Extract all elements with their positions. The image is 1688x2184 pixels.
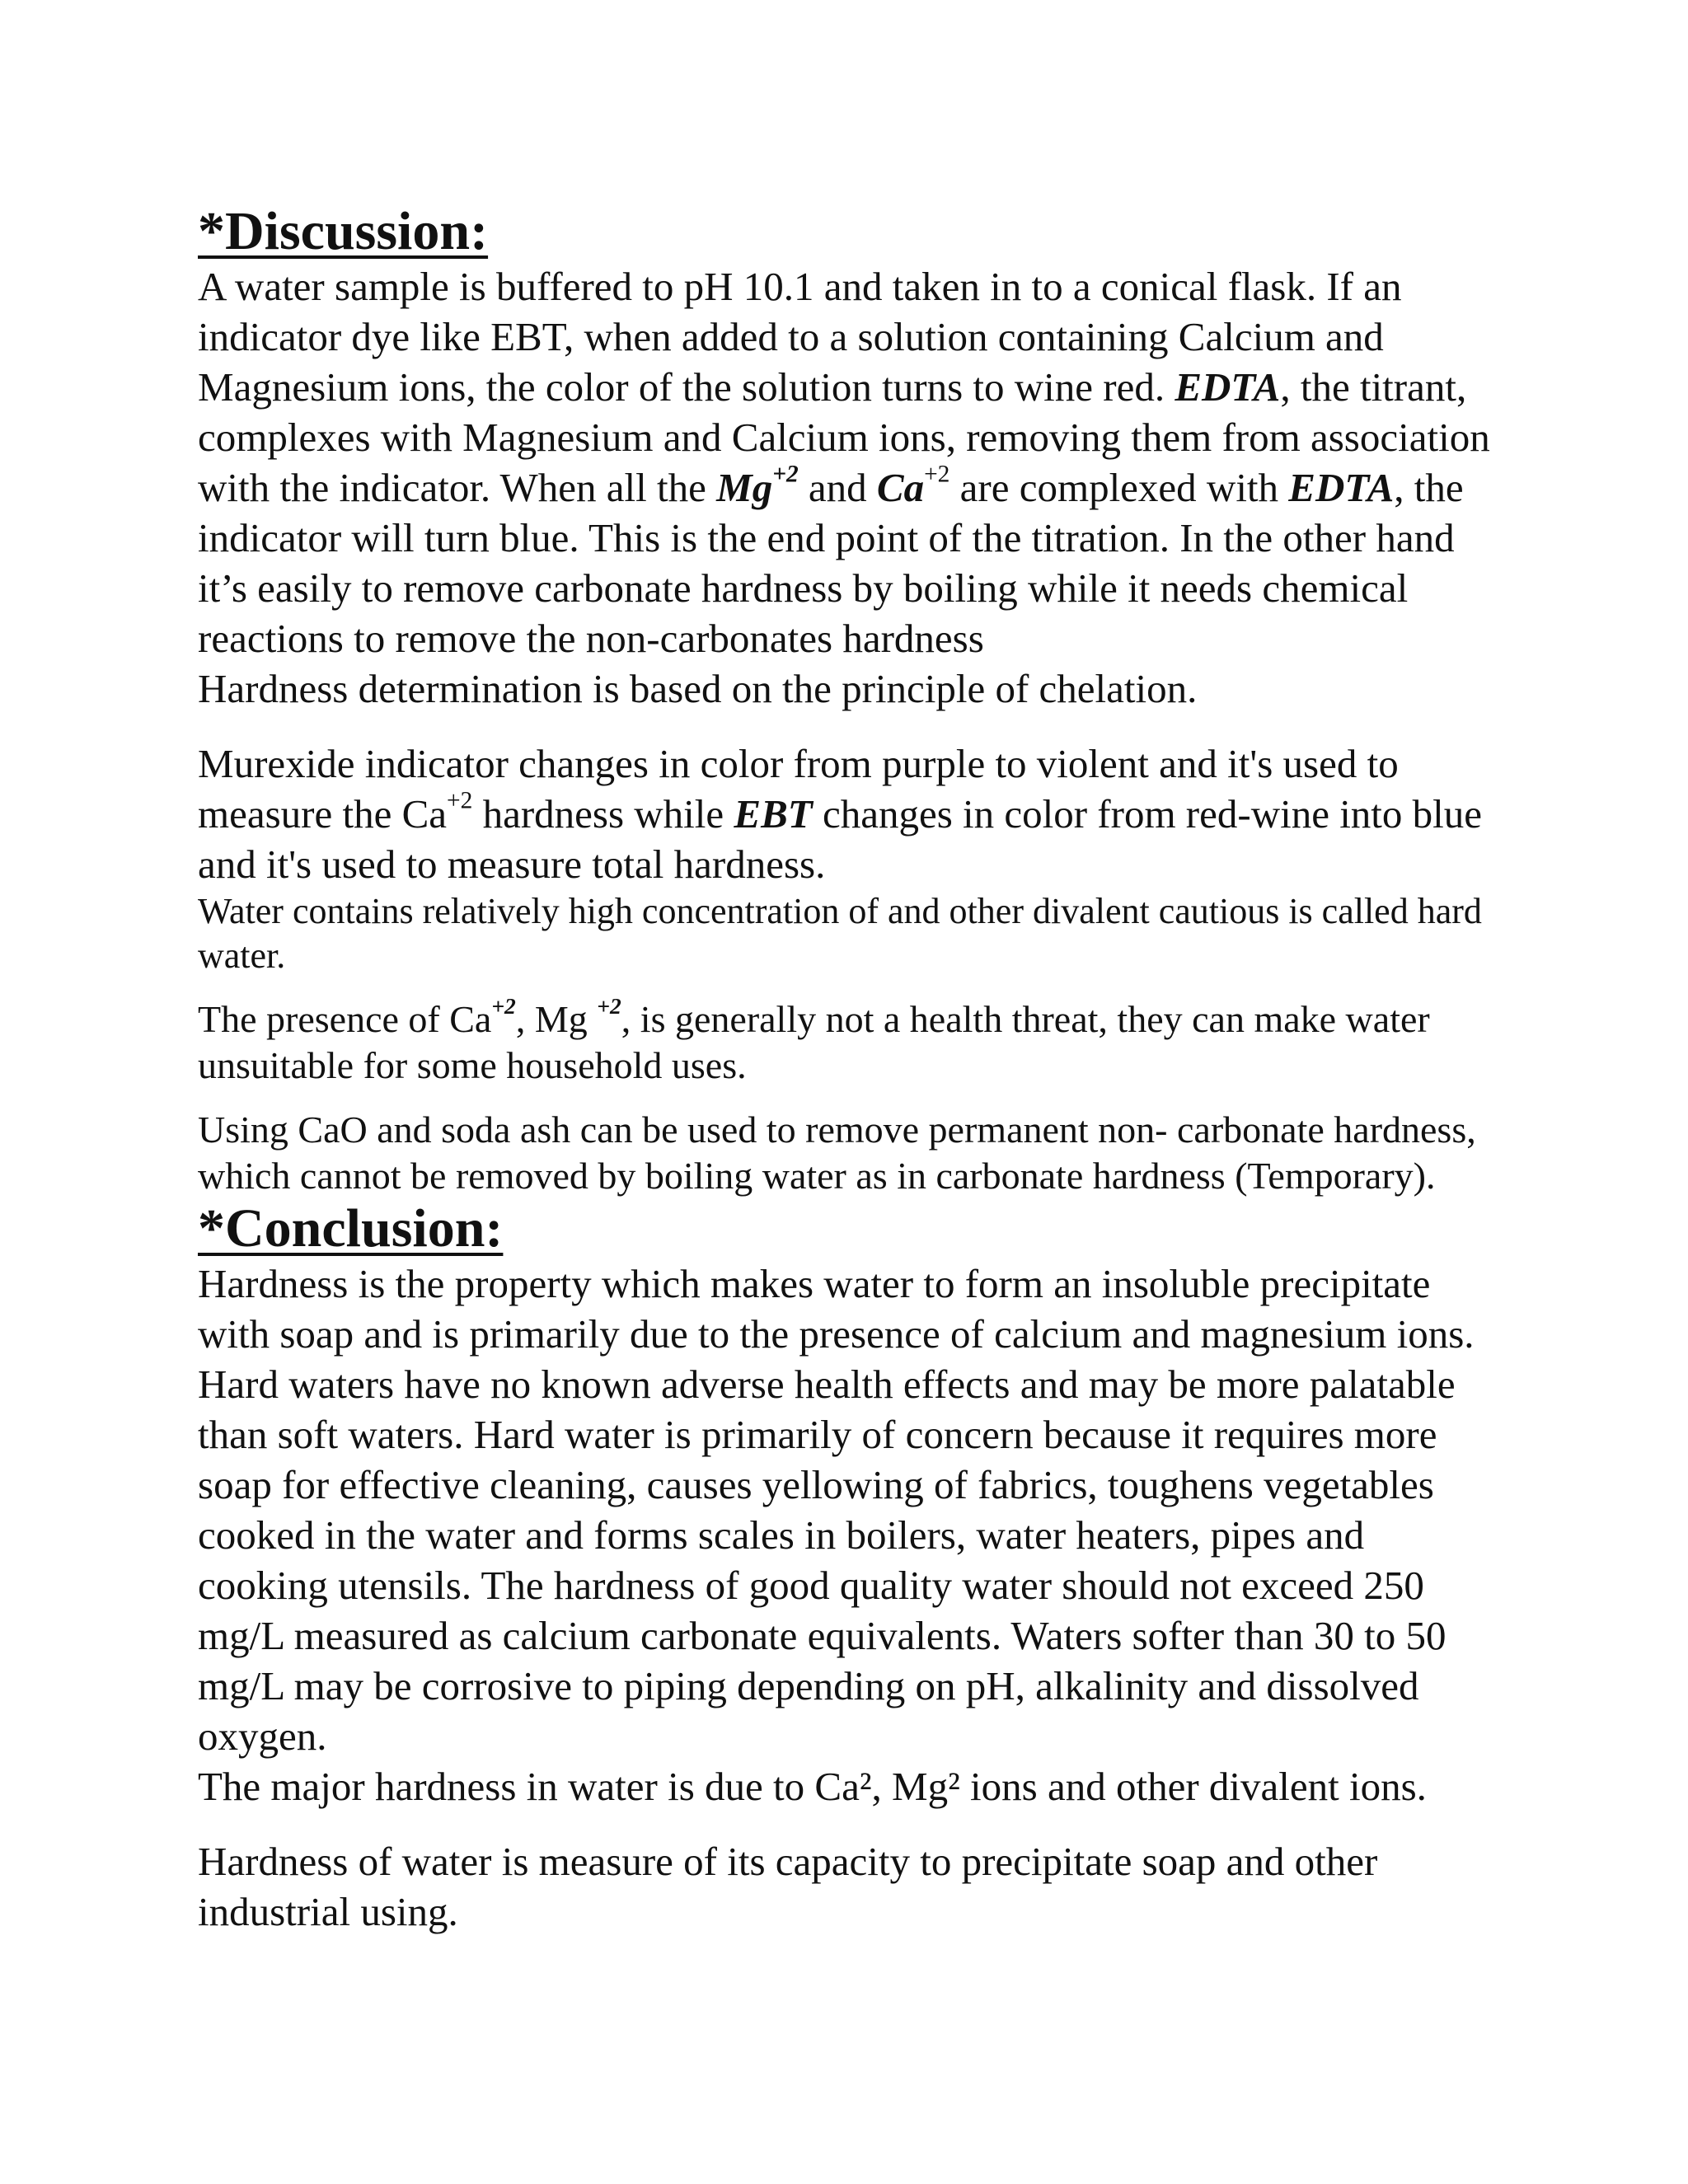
spacer bbox=[198, 978, 1500, 996]
conclusion-paragraph-2: The major hardness in water is due to Ca², Mg² ions and other divalent ions. bbox=[198, 1764, 1427, 1809]
spacer bbox=[198, 1811, 1500, 1836]
mg-charge: +2 bbox=[772, 461, 799, 488]
spacer bbox=[198, 714, 1500, 738]
mg-charge: +2 bbox=[597, 992, 621, 1019]
text-run: , the indicator will turn blue. This is the end point of the titration. In the other hand it’s easily to remove carbonate hardness by boiling while it needs chemical reactions to remove the non-carbonates hardness bbox=[198, 465, 1464, 661]
text-run: are complexed with bbox=[950, 465, 1289, 510]
document-page bbox=[198, 202, 1500, 1937]
text-run: The presence of Ca bbox=[198, 998, 492, 1040]
mg-symbol: Mg bbox=[716, 465, 773, 510]
discussion-paragraph-5 bbox=[198, 992, 1500, 1089]
conclusion-heading: *Conclusion: bbox=[198, 1198, 504, 1258]
discussion-paragraph-6: Using CaO and soda ash can be used to remove permanent non- carbonate hardness, which cannot be removed by boiling water as in carbonate hardness (Temporary). bbox=[198, 1108, 1476, 1197]
text-run: changes in color from red-wine into blue and it's used to measure total hardness. bbox=[198, 791, 1483, 887]
discussion-paragraph-2: Hardness determination is based on the principle of chelation. bbox=[198, 666, 1198, 711]
text-run: and bbox=[798, 465, 877, 510]
edta-term: EDTA bbox=[1175, 364, 1281, 410]
text-run: , Mg bbox=[515, 998, 598, 1040]
discussion-paragraph-1 bbox=[198, 261, 1500, 663]
text-run: , the titrant, complexes with Magnesium and Calcium ions, removing them from association with the indicator. When all the bbox=[198, 364, 1490, 510]
spacer bbox=[198, 1089, 1500, 1107]
ca-symbol: Ca bbox=[876, 465, 925, 510]
discussion-paragraph-4: Water contains relatively high concentration of and other divalent cautious is called hard water. bbox=[198, 891, 1482, 976]
edta-term: EDTA bbox=[1288, 465, 1395, 510]
ca-charge: +2 bbox=[924, 461, 950, 488]
discussion-heading: *Discussion: bbox=[198, 201, 489, 261]
discussion-paragraph-3 bbox=[198, 738, 1500, 889]
text-run: , is generally not a health threat, they can make water unsuitable for some household uses. bbox=[198, 998, 1430, 1086]
text-run: Murexide indicator changes in color from purple to violent and it's used to measure the Ca bbox=[198, 741, 1399, 837]
text-run: A water sample is buffered to pH 10.1 and taken in to a conical flask. If an indicator dye like EBT, when added to a solution containing Calcium and Magnesium ions, the color of the solution turns to wine red. bbox=[198, 264, 1402, 410]
ca-charge: +2 bbox=[447, 787, 473, 814]
ca-charge: +2 bbox=[491, 992, 516, 1019]
conclusion-paragraph-1: Hardness is the property which makes water to form an insoluble precipitate with soap and is primarily due to the presence of calcium and magnesium ions. Hard waters have no known adverse health effects and may be more palatable than soft waters. Hard water is primarily of concern because it requires more soap for effective cleaning, causes yellowing of fabrics, toughens vegetables cooked in the water and forms scales in boilers, water heaters, pipes and cooking utensils. The hardness of good quality water should not exceed 250 mg/L measured as calcium carbonate equivalents. Waters softer than 30 to 50 mg/L may be corrosive to piping depending on pH, alkalinity and dissolved oxygen. bbox=[198, 1261, 1475, 1759]
text-run: hardness while bbox=[472, 791, 734, 837]
ebt-term: EBT bbox=[734, 791, 813, 837]
conclusion-paragraph-3: Hardness of water is measure of its capacity to precipitate soap and other industrial using. bbox=[198, 1839, 1378, 1934]
